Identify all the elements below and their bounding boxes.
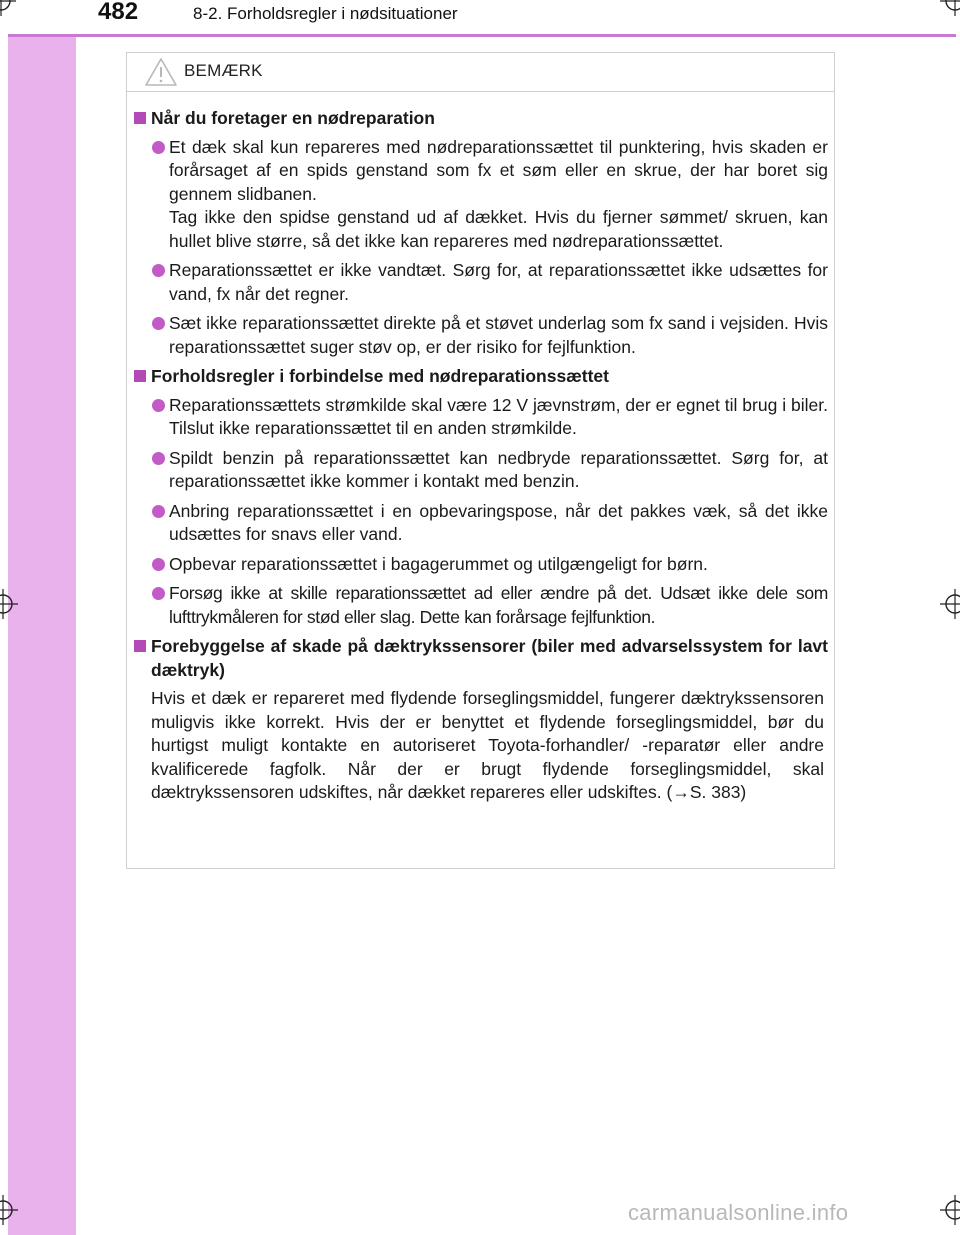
bullet-dot-icon — [152, 505, 165, 518]
header-rule — [8, 34, 956, 37]
bullet-item — [131, 582, 828, 629]
crop-mark-icon — [940, 589, 960, 619]
square-bullet-icon — [134, 640, 146, 652]
bullet-dot-icon — [152, 558, 165, 571]
crop-mark-icon — [940, 1195, 960, 1225]
section-paragraph: Hvis et dæk er repareret med flydende forseglingsmiddel, fungerer dæktrykssensoren muligvis ikke korrekt. Hvis der er benyttet et flydende forseglingsmiddel, bør du hurtigst muligt kontakte en autoriseret Toyota-forhandler/ -reparatør eller andre kvalificerede fagfolk. Når der er brugt flydende forseglingsmiddel, skal dæktrykssensoren udskiftes, når dækket repareres eller udskiftes. (→S. 383) — [151, 688, 824, 802]
crop-mark-icon — [940, 0, 960, 16]
section-heading — [131, 365, 828, 389]
bullet-text: Forsøg ikke at skille reparationssættet ad eller ændre på det. Udsæt ikke dele som lufttrykmåleren for stød eller slag. Dette kan forårsage fejlfunktion. — [169, 583, 828, 627]
bullet-item — [131, 394, 828, 441]
section-heading-text: Når du foretager en nødreparation — [151, 108, 435, 128]
warning-triangle-icon — [144, 57, 178, 87]
crop-mark-icon — [0, 0, 16, 16]
bullet-item — [131, 500, 828, 547]
bullet-item — [131, 447, 828, 494]
notice-label: BEMÆRK — [184, 61, 263, 80]
bullet-text: Reparationssættet er ikke vandtæt. Sørg for, at reparationssættet ikke udsættes for vand, fx når det regner. — [169, 260, 828, 304]
section-heading-text: Forholdsregler i forbindelse med nødreparationssættet — [151, 366, 609, 386]
bullet-item — [131, 553, 828, 577]
bullet-text: Anbring reparationssættet i en opbevaringspose, når det pakkes væk, så det ikke udsættes for snavs eller vand. — [169, 500, 828, 544]
square-bullet-icon — [134, 112, 146, 124]
bullet-item — [131, 312, 828, 359]
section-title: 8-2. Forholdsregler i nødsituationer — [193, 4, 458, 23]
section-heading — [131, 635, 828, 682]
crop-mark-icon — [0, 589, 18, 619]
bullet-text-continued: Tag ikke den spidse genstand ud af dækket. Hvis du fjerner sømmet/ skruen, kan hullet blive større, så det ikke kan repareres med nødreparationssættet. — [169, 207, 828, 251]
bullet-item — [131, 259, 828, 306]
bullet-text: Et dæk skal kun repareres med nødreparationssættet til punktering, hvis skaden er forårsaget af en spids genstand som fx et søm eller en skrue, der har boret sig gennem slidbanen. — [169, 136, 828, 204]
notice-header — [127, 53, 834, 92]
section-heading — [131, 107, 828, 131]
crop-mark-icon — [0, 1195, 18, 1225]
bullet-dot-icon — [152, 399, 165, 412]
bullet-item — [131, 136, 828, 254]
section-heading-text: Forebyggelse af skade på dæktrykssensorer (biler med advarselssystem for lavt dæktryk) — [151, 636, 828, 680]
bullet-dot-icon — [152, 317, 165, 330]
bullet-text: Opbevar reparationssættet i bagagerummet og utilgængeligt for børn. — [169, 553, 708, 574]
bullet-text: Spildt benzin på reparationssættet kan nedbryde reparationssættet. Sørg for, at reparationssættet ikke kommer i kontakt med benzin. — [169, 447, 828, 491]
bullet-text: Sæt ikke reparationssættet direkte på et støvet underlag som fx sand i vejsiden. Hvis reparationssættet suger støv op, er der risiko for fejlfunktion. — [169, 313, 828, 357]
notice-content — [131, 107, 828, 805]
bullet-dot-icon — [152, 587, 165, 600]
bullet-dot-icon — [152, 264, 165, 277]
bullet-text: Reparationssættets strømkilde skal være 12 V jævnstrøm, der er egnet til brug i biler. Tilslut ikke reparationssættet til en anden strømkilde. — [169, 394, 828, 438]
left-margin-bar — [8, 36, 76, 1235]
page-number: 482 — [98, 0, 139, 25]
notice-box — [126, 52, 835, 869]
watermark: carmanualsonline.info — [628, 1200, 849, 1225]
square-bullet-icon — [134, 370, 146, 382]
bullet-dot-icon — [152, 141, 165, 154]
bullet-dot-icon — [152, 452, 165, 465]
